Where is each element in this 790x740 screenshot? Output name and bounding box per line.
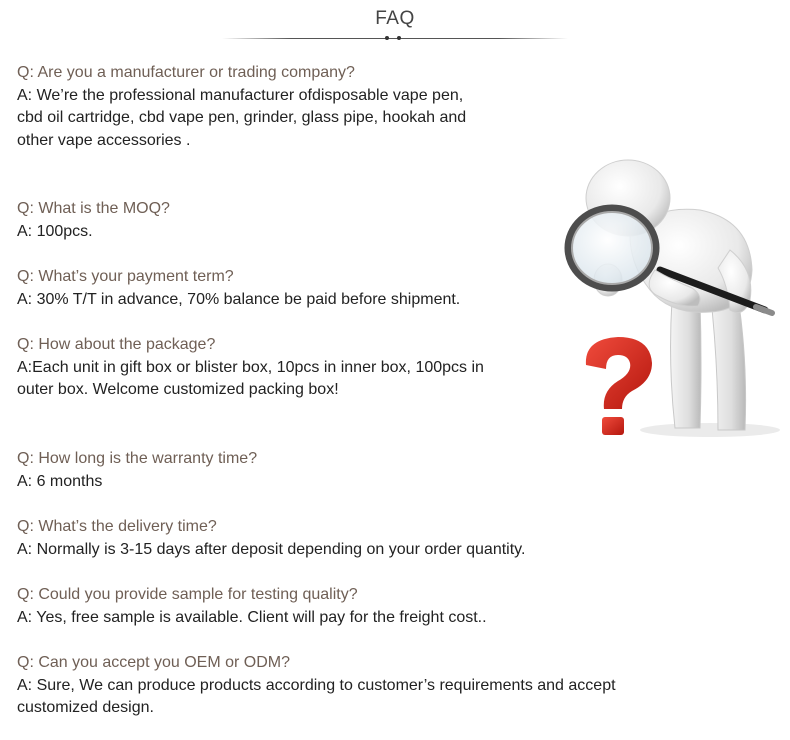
divider-dot <box>385 36 389 40</box>
faq-item <box>17 652 616 720</box>
faq-question: Q: How long is the warranty time? <box>17 450 258 467</box>
faq-item <box>17 266 460 311</box>
faq-question: Q: Are you a manufacturer or trading company? <box>17 64 355 81</box>
faq-answer-line: cbd oil cartridge, cbd vape pen, grinder, glass pipe, hookah and <box>17 109 467 126</box>
faq-answer-line: A: 6 months <box>17 472 103 490</box>
faq-item <box>17 516 525 561</box>
faq-answer-line: A: Sure, We can produce products according to customer’s requirements and accept <box>17 676 616 694</box>
divider-dot <box>397 36 401 40</box>
person-magnifier-question-icon <box>560 150 790 440</box>
faq-item <box>17 334 484 402</box>
faq-answer-line: other vape accessories . <box>17 131 191 149</box>
faq-answer-line: outer box. Welcome customized packing box! <box>17 381 339 398</box>
faq-item <box>17 62 466 152</box>
page-title: FAQ <box>375 8 415 29</box>
faq-question: Q: What’s your payment term? <box>17 268 234 285</box>
faq-answer-line: customized design. <box>17 699 154 716</box>
faq-header <box>0 0 790 50</box>
faq-answer-line: A: Yes, free sample is available. Client will pay for the freight cost.. <box>17 608 487 626</box>
faq-answer-line: A: 100pcs. <box>17 222 93 240</box>
faq-answer-line: A: 30% T/T in advance, 70% balance be paid before shipment. <box>17 290 461 308</box>
faq-question: Q: Could you provide sample for testing quality? <box>17 586 358 603</box>
faq-answer-line: A: We’re the professional manufacturer ofdisposable vape pen, <box>17 86 464 104</box>
faq-item <box>17 198 170 243</box>
faq-question: Q: How about the package? <box>17 336 216 353</box>
faq-question: Q: Can you accept you OEM or ODM? <box>17 654 290 671</box>
faq-question: Q: What’s the delivery time? <box>17 518 217 535</box>
faq-item <box>17 448 257 493</box>
faq-item <box>17 584 487 629</box>
faq-answer-line: A: Normally is 3-15 days after deposit depending on your order quantity. <box>17 540 526 558</box>
title-divider <box>222 38 568 39</box>
faq-answer-line: A:Each unit in gift box or blister box, 10pcs in inner box, 100pcs in <box>17 358 484 376</box>
faq-question: Q: What is the MOQ? <box>17 200 170 217</box>
